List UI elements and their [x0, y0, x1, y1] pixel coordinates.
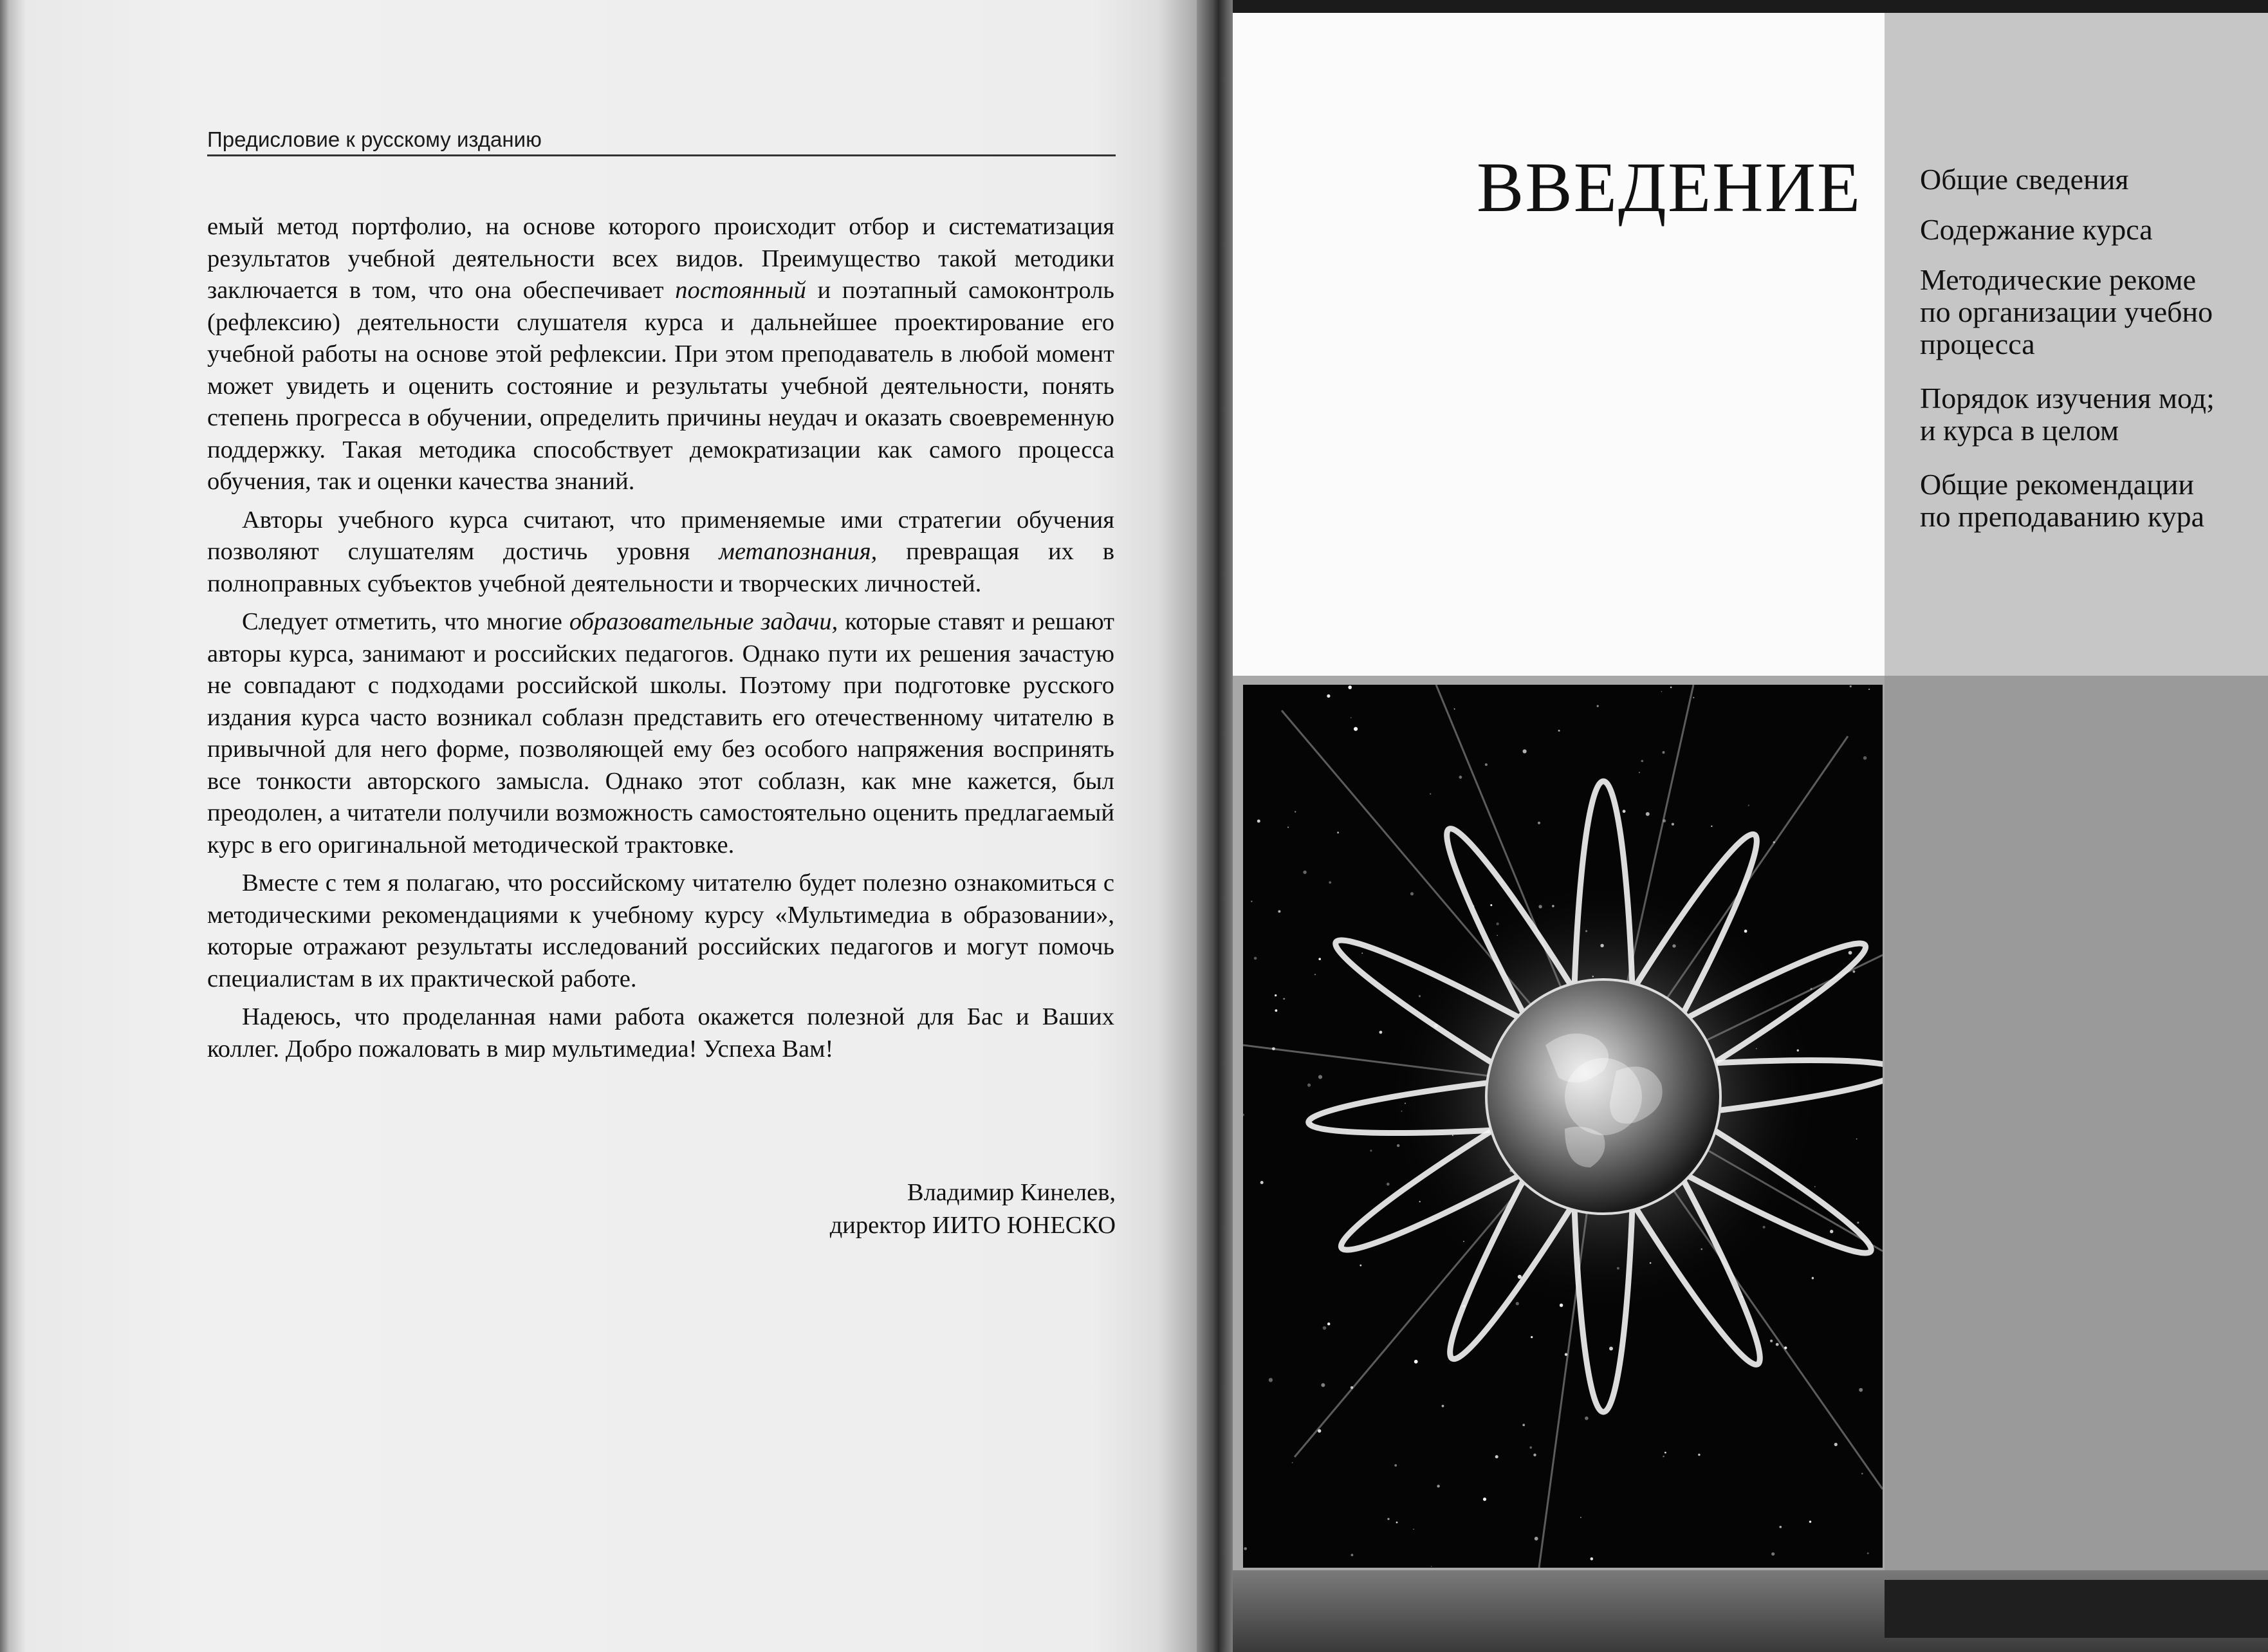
- star-dot: [1693, 697, 1694, 698]
- star-dot: [1623, 810, 1626, 813]
- toc-item-line: Общие сведения: [1920, 163, 2129, 196]
- star-dot: [1590, 1557, 1594, 1561]
- star-dot: [1387, 1183, 1390, 1186]
- star-dot: [1867, 1552, 1869, 1554]
- star-dot: [1295, 811, 1296, 812]
- star-dot: [1387, 1518, 1389, 1520]
- star-dot: [1275, 1009, 1278, 1012]
- star-dot: [1327, 694, 1330, 698]
- star-dot: [1275, 994, 1277, 996]
- toc-item-line: по преподаванию кура: [1920, 500, 2205, 533]
- emphasis-text: метапознания,: [719, 538, 878, 565]
- star-dot: [1254, 957, 1257, 960]
- star-dot: [1535, 1537, 1538, 1541]
- title-panel: [1233, 13, 1885, 676]
- star-dot: [1323, 1326, 1327, 1330]
- star-dot: [1609, 1347, 1613, 1351]
- star-dot: [1351, 1554, 1354, 1556]
- star-dot: [1431, 1566, 1432, 1567]
- star-dot: [1529, 1446, 1532, 1449]
- toc-item-line: процесса: [1920, 328, 2035, 360]
- star-dot: [1861, 1473, 1863, 1475]
- star-dot: [1327, 1323, 1330, 1325]
- star-dot: [1354, 727, 1358, 731]
- chapter-title: ВВЕДЕНИЕ: [1477, 148, 1862, 227]
- paragraph-text: превращая их в полноправных субъектов учебной деятельности и творческих личностей.: [207, 538, 1114, 597]
- star-dot: [1495, 1455, 1498, 1458]
- emphasis-text: постоянный: [675, 277, 806, 304]
- star-dot: [1776, 1343, 1779, 1346]
- star-dot: [1516, 1302, 1519, 1305]
- star-dot: [1533, 1454, 1536, 1456]
- star-dot: [1853, 970, 1856, 973]
- star-dot: [1303, 871, 1306, 874]
- star-dot: [1287, 827, 1289, 828]
- toc-item-line: по организации учебно: [1920, 295, 2213, 328]
- toc-item: [1920, 214, 2267, 246]
- star-dot: [1850, 685, 1852, 687]
- star-dot: [1585, 1416, 1589, 1420]
- star-dot: [1348, 685, 1352, 689]
- star-dot: [1670, 687, 1672, 689]
- star-dot: [1394, 1464, 1397, 1467]
- star-dot: [1351, 717, 1352, 718]
- star-dot: [1490, 904, 1492, 906]
- paragraph-text: которые ставят и решают авторы курса, занимают и российских педагогов. Однако пути их решения зачастую не совпадают с подходами российской школы. Поэтому при подготовке русского издания курса часто возникал соблазн представить его отечественному читателю в привычной для него форме, позволяющей ему без особого напряжения воспринять все тонкости авторского замысла. Однако этот соблазн, как мне кажется, был преодолен, а читатели получили возможность самостоятельно оценить предлагаемый курс в его оригинальной методической трактовке.: [207, 608, 1114, 858]
- star-dot: [1251, 901, 1252, 902]
- star-dot: [1522, 1424, 1525, 1426]
- paragraph-text: Вместе с тем я полагаю, что российскому читателю будет полезно ознакомиться с методическими рекомендациями к учебному курсу «Мультимедиа в образовании», которые отражают результаты исследований российских педагогов и могут помочь специалистам в их практической работе.: [207, 869, 1114, 992]
- body-paragraph: [207, 505, 1114, 600]
- star-dot: [1698, 1454, 1700, 1456]
- star-dot: [1454, 709, 1455, 710]
- star-dot: [1672, 823, 1674, 826]
- star-dot: [1812, 1277, 1814, 1279]
- star-dot: [1641, 760, 1644, 763]
- star-dot: [1314, 974, 1316, 975]
- star-dot: [1483, 1498, 1486, 1501]
- star-dot: [1771, 1552, 1775, 1555]
- star-dot: [1748, 804, 1749, 806]
- book-gutter: [1197, 0, 1233, 1652]
- top-dark-rule: [1233, 0, 2268, 13]
- body-paragraph: [207, 1001, 1114, 1065]
- star-dot: [1814, 1186, 1816, 1187]
- earth-with-light-rays-image: [1243, 685, 1883, 1568]
- star-dot: [1857, 1221, 1859, 1223]
- star-dot: [1663, 751, 1665, 754]
- body-paragraph: [207, 606, 1114, 861]
- toc-item-line: Общие рекомендации: [1920, 469, 2194, 501]
- star-dot: [1663, 1456, 1664, 1458]
- star-dot: [1868, 689, 1870, 690]
- chapter-toc: [1920, 163, 2267, 533]
- star-dot: [1430, 794, 1431, 795]
- star-dot: [1597, 705, 1599, 707]
- star-dot: [1780, 1526, 1782, 1528]
- star-dot: [1260, 1181, 1264, 1184]
- star-dot: [1337, 831, 1339, 833]
- star-dot: [1414, 1360, 1418, 1364]
- star-dot: [1321, 1383, 1325, 1387]
- star-dot: [1413, 1528, 1414, 1530]
- toc-item-line: и курса в целом: [1920, 414, 2119, 447]
- star-dot: [1531, 1336, 1533, 1338]
- star-dot: [1646, 812, 1650, 816]
- toc-item-line: Порядок изучения мод;: [1920, 382, 2215, 414]
- star-dot: [1558, 730, 1560, 732]
- toc-item: [1920, 469, 2267, 533]
- star-dot: [1370, 1149, 1372, 1151]
- paragraph-text: Надеюсь, что проделанная нами работа окажется полезной для Бас и Ваших коллег. Добро пожаловать в мир мультимедиа! Успеха Вам!: [207, 1003, 1114, 1063]
- emphasis-text: образовательные задачи,: [569, 608, 838, 635]
- star-dot: [1361, 952, 1363, 954]
- star-dot: [1770, 1340, 1773, 1342]
- toc-item-line: Методические рекоме: [1920, 264, 2196, 296]
- body-paragraph: [207, 211, 1114, 498]
- running-head-rule: [207, 154, 1116, 156]
- paragraph-text: Следует отметить, что многие: [242, 608, 569, 635]
- star-dot: [1639, 772, 1640, 773]
- star-dot: [1410, 892, 1414, 895]
- star-dot: [1257, 819, 1260, 822]
- star-dot: [1538, 822, 1540, 824]
- star-dot: [1485, 763, 1488, 766]
- star-dot: [1307, 1084, 1311, 1087]
- star-dot: [1863, 756, 1867, 760]
- running-head: Предисловие к русскому изданию: [207, 127, 542, 151]
- star-dot: [1523, 749, 1527, 753]
- star-dot: [1437, 1485, 1439, 1487]
- star-dot: [1661, 691, 1663, 692]
- star-dot: [1269, 1378, 1273, 1382]
- star-dot: [1664, 1452, 1666, 1454]
- body-paragraph: [207, 868, 1114, 995]
- star-dot: [1442, 1405, 1444, 1407]
- preface-body-text: [207, 211, 1114, 1072]
- star-dot: [1278, 910, 1280, 913]
- star-dot: [1834, 1443, 1838, 1446]
- star-dot: [1318, 1075, 1322, 1079]
- paragraph-text: емый метод портфолио, на основе которого происходит отбор и систематизация результатов учебной деятельности всех видов. Преимущество такой методики заключается в том, что она обеспечивает: [207, 213, 1114, 304]
- star-dot: [1580, 1517, 1581, 1518]
- toc-item-line: Содержание курса: [1920, 214, 2153, 246]
- signature-name: Владимир Кинелев,: [907, 1179, 1116, 1206]
- star-dot: [1830, 1230, 1833, 1233]
- paragraph-text: и поэтапный самоконтроль (рефлексию) деятельности слушателя курса и дальнейшее проектирование его учебной работы на основе этой рефлексии. При этом преподаватель в любой момент может увидеть и оценить состояние и результаты учебной деятельности, понять степень прогресса в обучении, определить причины неудач и оказать своевременную поддержку. Такая методика способствует демократизации как самого процесса обучения, так и оценки качества знаний.: [207, 277, 1114, 495]
- toc-item: [1920, 264, 2267, 360]
- star-dot: [1859, 1388, 1863, 1392]
- star-dot: [1856, 1138, 1858, 1140]
- star-dot: [1283, 998, 1285, 1000]
- star-dot: [1396, 1521, 1398, 1523]
- signature-block: [579, 1176, 1116, 1242]
- star-dot: [1379, 1031, 1383, 1034]
- toc-item: [1920, 382, 2267, 447]
- toc-item: [1920, 163, 2267, 196]
- signature-position: директор ИИТО ЮНЕСКО: [829, 1212, 1116, 1239]
- star-dot: [1459, 775, 1462, 779]
- star-dot: [1244, 1547, 1247, 1550]
- star-dot: [1292, 1462, 1293, 1463]
- bottom-dark-bar: [1885, 1580, 2268, 1638]
- star-dot: [1360, 1265, 1361, 1267]
- star-dot: [1711, 826, 1712, 827]
- star-dot: [1849, 951, 1852, 955]
- star-dot: [1809, 1521, 1811, 1523]
- star-dot: [1318, 958, 1321, 960]
- paragraph-text: Авторы учебного курса считают, что применяемые ими стратегии обучения позволяют слушателям достичь уровня: [207, 506, 1114, 565]
- star-dot: [1329, 881, 1331, 884]
